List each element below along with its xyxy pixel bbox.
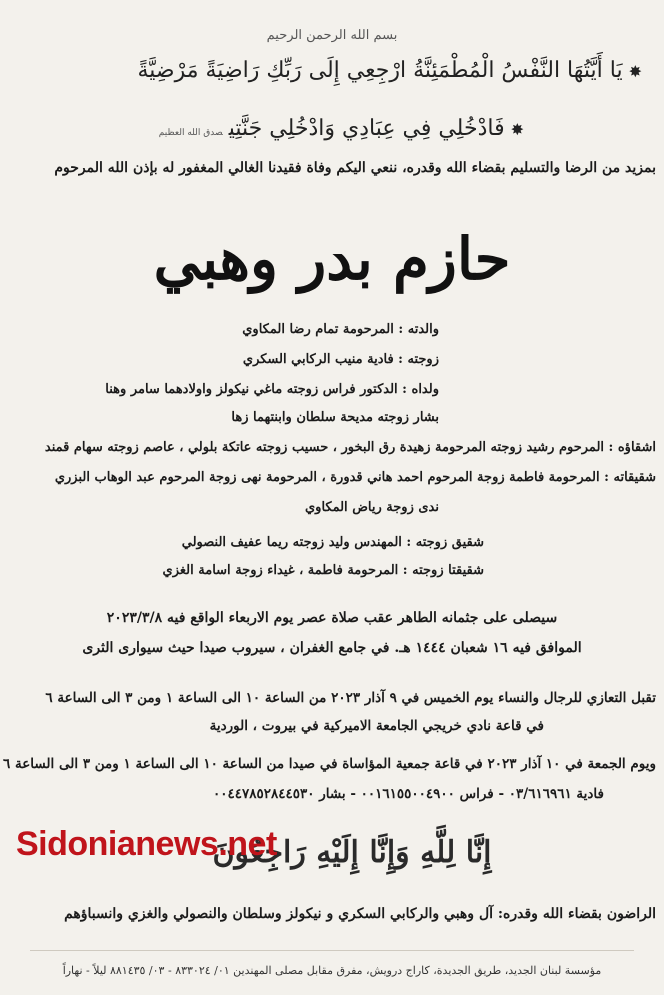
watermark-logo: Sidonianews.net <box>16 825 277 863</box>
deceased-name: حازم بدر وهبي <box>153 225 511 293</box>
relative-line: ولداه : الدكتور فراس زوجته ماغي نيكولز واولادهما سامر وهنا <box>105 382 439 397</box>
basmala: بسم الله الرحمن الرحيم <box>266 28 398 43</box>
relative-line: زوجته : فادية منيب الركابي السكري <box>242 352 439 367</box>
mourners-line: الراضون بقضاء الله وقدره: آل وهبي والركابي السكري و نيكولز وسلطان والنصولي والغزي وانسباؤهم <box>64 906 656 922</box>
relative-line: اشقاؤه : المرحوم رشيد زوجته المرحومة زهيدة رق البخور ، حسيب زوجته عاتكة بلولي ، عاصم زوجته سهام قمند <box>44 440 656 455</box>
calligraphy-inna-lillah: إِنَّا لِلَّهِ وَإِنَّا إِلَيْهِ رَاجِعُونَ <box>212 835 492 870</box>
intro-text: بمزيد من الرضا والتسليم بقضاء الله وقدره، ننعي اليكم وفاة فقيدنا الغالي المغفور له بإذن الله المرحوم <box>54 160 656 176</box>
condolence-line-4: فادية ٠٣/٦١٦٩٦١ - فراس ٠٠١٦١٥٥٠٠٤٩٠٠ - بشار ٠٠٤٤٧٨٥٢٨٤٤٥٣٠ <box>213 786 604 802</box>
relative-line: شقيق زوجته : المهندس وليد زوجته ريما عفيف النصولي <box>181 535 484 550</box>
relative-line: شقيقاته : المرحومة فاطمة زوجة المرحوم احمد هاني قدورة ، المرحومة نهى زوجة المرحوم عبد الوهاب البزري <box>54 470 656 485</box>
relative-line: بشار زوجته مديحة سلطان وابنتهما زها <box>231 410 439 425</box>
funeral-line-2: الموافق فيه ١٦ شعبان ١٤٤٤ هـ. في جامع الغفران ، سيروب صيدا حيث سيوارى الثرى <box>82 640 582 656</box>
condolence-line-3: ويوم الجمعة في ١٠ آذار ٢٠٢٣ في قاعة جمعية المؤاساة في صيدا من الساعة ١٠ الى الساعة ١ ومن ٣ الى الساعة ٦ <box>3 756 656 772</box>
relative-line: ندى زوجة رياض المكاوي <box>304 500 439 515</box>
footer-printer: مؤسسة لبنان الجديد، طريق الجديدة، كاراج درويش، مفرق مقابل مصلى المهندين ٠١/ ٨٣٣٠٢٤ - ٠٣/ ٨٨١٤٣٥ ليلاً - نهاراً <box>62 964 602 977</box>
quran-verse-line-2 <box>8 116 524 141</box>
quran-verse-line-1 <box>8 58 642 83</box>
star-ornament-icon: ✸ <box>510 120 524 139</box>
funeral-line-1: سيصلى على جثمانه الطاهر عقب صلاة عصر يوم الاربعاء الواقع فيه ٢٠٢٣/٣/٨ <box>106 610 558 626</box>
footer-divider <box>30 950 634 951</box>
condolence-line-2: في قاعة نادي خريجي الجامعة الاميركية في بيروت ، الوردية <box>209 718 544 734</box>
verse-text-2: فَادْخُلِي فِي عِبَادِي وَادْخُلِي جَنَّتِي <box>228 116 505 141</box>
condolence-line-1: تقبل التعازي للرجال والنساء يوم الخميس في ٩ آذار ٢٠٢٣ من الساعة ١٠ الى الساعة ١ ومن ٣ الى الساعة ٦ <box>45 690 656 706</box>
star-ornament-icon: ✸ <box>628 62 642 81</box>
sadaqa-label: صدق الله العظيم <box>158 128 223 138</box>
relative-line: شقيقتا زوجته : المرحومة فاطمة ، غيداء زوجة اسامة الغزي <box>162 563 484 578</box>
verse-text-1: يَا أَيَّتُهَا النَّفْسُ الْمُطْمَئِنَّةُ ارْجِعِي إِلَى رَبِّكِ رَاضِيَةً مَرْضِيَّةً <box>137 58 623 83</box>
relative-line: والدته : المرحومة تمام رضا المكاوي <box>242 322 439 337</box>
